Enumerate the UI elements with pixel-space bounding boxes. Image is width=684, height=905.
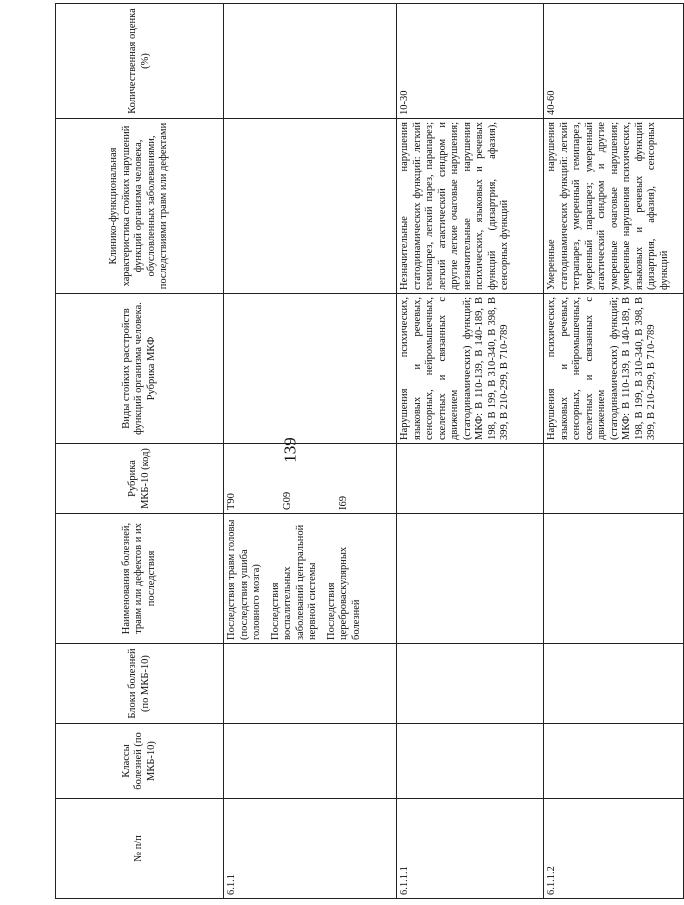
row-names [224, 514, 397, 644]
row-classes [397, 724, 544, 799]
header-names: Наименования болезней, травм или дефектов и их последствия [56, 514, 224, 644]
row-codes [224, 444, 397, 514]
header-num: № п/п [56, 799, 224, 899]
row-codes [544, 444, 684, 514]
row-types: Нарушения психических, языковых и речевых, сенсорных, нейромышечных, скелетных и связанных с движением (статодинамических) функций; МКФ: В 110-139, В 140-189, В 198, В 199, В 310-340, В 398, В 399, В 210-299, В 710-789 [544, 294, 684, 444]
icd-code: G09 [282, 491, 293, 510]
row-num: 6.1.1 [224, 799, 397, 899]
header-codes: Рубрика МКБ-10 (код) [56, 444, 224, 514]
row-clinical [224, 119, 397, 294]
rotated-page [55, 4, 670, 899]
row-types [224, 294, 397, 444]
row-blocks [544, 644, 684, 724]
table-row [544, 4, 684, 899]
disability-criteria-table [55, 3, 684, 899]
icd-code: I69 [338, 496, 349, 510]
table-header-row [56, 4, 224, 899]
row-score [224, 4, 397, 119]
row-score: 10-30 [397, 4, 544, 119]
row-num: 6.1.1.1 [397, 799, 544, 899]
row-types: Нарушения психических, языковых и речевых, сенсорных, нейромышечных, скелетных и связанных с движением (статодинамических) функций; МКФ: В 110-139, В 140-189, В 198, В 199, В 310-340, В 398, В 399, В 210-299, В 710-789 [397, 294, 544, 444]
row-clinical: Умеренные нарушения статодинамических функций: легкий тетрапарез, умеренный гемипарез, умеренный парапарез; умеренный атактический синдром и другие умеренные очаговые нарушения; умеренные нарушения психических, языковых и речевых функций (дизартрия, афазия), сенсорных функций [544, 119, 684, 294]
disease-name: Последствия цереброваскулярных болезней [325, 546, 362, 640]
header-blocks: Блоки болезней (по МКБ-10) [56, 644, 224, 724]
header-classes: Классы болезней (по МКБ-10) [56, 724, 224, 799]
page-number: 139 [280, 437, 300, 463]
row-clinical: Незначительные нарушения статодинамических функций: легкий гемипарез, легкий парез, парапарез; легкий атактический синдром и другие легкие очаговые нарушения; незначительные нарушения психических, языковых и речевых функций (дизартрия, афазия), сенсорных функций [397, 119, 544, 294]
row-names [544, 514, 684, 644]
disease-name: Последствия воспалительных заболеваний центральной нервной системы [269, 524, 318, 640]
row-blocks [397, 644, 544, 724]
icd-code: T90 [226, 493, 237, 510]
row-num: 6.1.1.2 [544, 799, 684, 899]
row-blocks [224, 644, 397, 724]
header-clinical: Клинико-функциональная характеристика стойких нарушений функций организма человека, обусловленных заболеваниями, последствиями травм или дефектами [56, 119, 224, 294]
header-score: Количественная оценка (%) [56, 4, 224, 119]
row-score: 40-60 [544, 4, 684, 119]
disease-name: Последствия травм головы (последствия ушиба головного мозга) [226, 519, 262, 640]
row-classes [544, 724, 684, 799]
header-types: Виды стойких расстройств функций организма человека. Рубрика МКФ [56, 294, 224, 444]
row-classes [224, 724, 397, 799]
table-row [397, 4, 544, 899]
row-names [397, 514, 544, 644]
table-row [224, 4, 397, 899]
row-codes [397, 444, 544, 514]
